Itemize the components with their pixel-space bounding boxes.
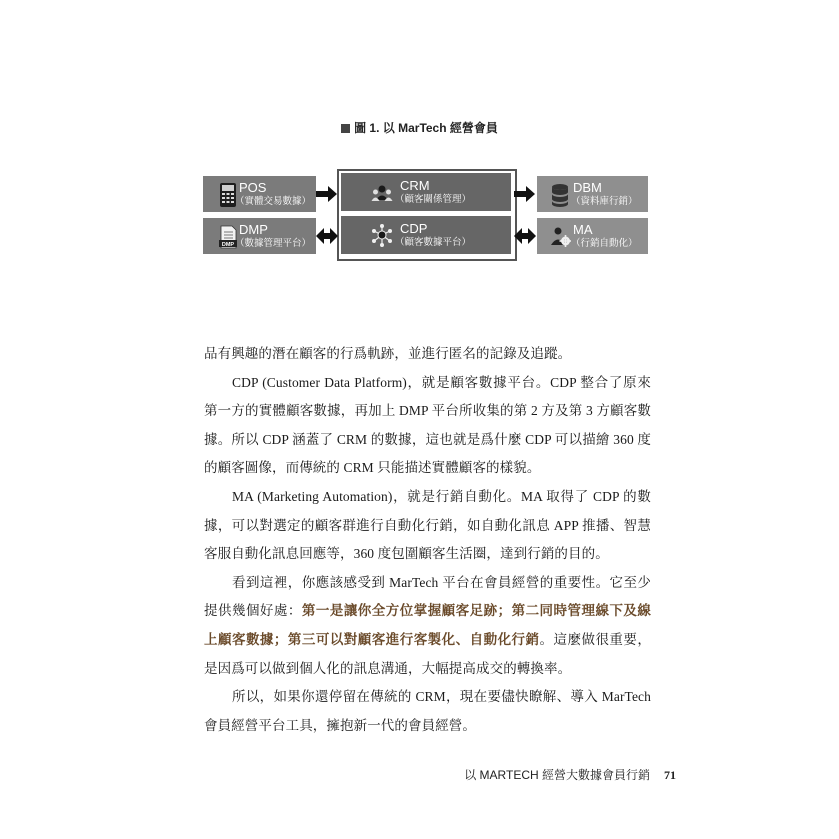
dbm-label: DBM bbox=[573, 180, 602, 195]
cdp-label: CDP bbox=[400, 221, 428, 236]
square-bullet-icon bbox=[341, 124, 350, 133]
arrow-cdp-ma bbox=[514, 227, 536, 245]
paragraph-4 bbox=[204, 569, 651, 683]
body-text bbox=[204, 340, 651, 740]
dmp-icon-text: DMP bbox=[221, 241, 235, 248]
crm-desc: （顧客關係管理） bbox=[395, 194, 472, 205]
pos-box bbox=[203, 176, 316, 212]
figure-title: 圖 1. 以 MarTech 經營會員 bbox=[0, 119, 839, 136]
cdp-box bbox=[341, 216, 511, 254]
running-title: 以 MARTECH 經營大數據會員行銷 bbox=[464, 768, 650, 782]
paragraph-4-end: 。這麼做很重要，是因爲可以做到個人化的訊息溝通，大幅提高成交的轉換率。 bbox=[204, 631, 651, 676]
ma-label: MA bbox=[573, 222, 593, 237]
page-footer bbox=[464, 766, 676, 783]
pos-label: POS bbox=[239, 180, 267, 195]
dmp-label: DMP bbox=[239, 222, 268, 237]
dbm-box bbox=[537, 176, 648, 212]
database-icon bbox=[549, 182, 571, 208]
arrow-dmp-cdp bbox=[316, 227, 338, 245]
cdp-desc: （顧客數據平台） bbox=[395, 237, 472, 248]
paragraph-4-emphasis: 第一是讓你全方位掌握顧客足跡；第二同時管理線下及線上顧客數據；第三可以對顧客進行客製化、自動化行銷 bbox=[204, 603, 652, 647]
ma-box bbox=[537, 218, 648, 254]
automation-gear-person-icon bbox=[549, 224, 571, 250]
pos-desc: （實體交易數據） bbox=[235, 196, 312, 207]
dmp-desc: （數據管理平台） bbox=[235, 238, 312, 249]
arrow-pos-to-crm bbox=[316, 185, 338, 203]
paragraph-3: MA (Marketing Automation)，就是行銷自動化。MA 取得了 CDP 的數據，可以對選定的顧客群進行自動化行銷，如自動化訊息 APP 推播、智慧客服自動化訊息回應等，360 度包圍顧客生活圈，達到行銷的目的。 bbox=[204, 488, 651, 562]
dbm-desc: （資料庫行銷） bbox=[571, 196, 638, 207]
dmp-box bbox=[203, 218, 316, 254]
people-group-icon bbox=[371, 180, 393, 206]
paragraph-4-start: 看到這裡，你應該感受到 MarTech 平台在會員經營的重要性。它至少提供幾個好處： bbox=[204, 574, 651, 619]
page-number: 71 bbox=[664, 768, 676, 782]
arrow-crm-to-dbm bbox=[514, 185, 536, 203]
network-hub-icon bbox=[371, 223, 393, 249]
ma-desc: （行銷自動化） bbox=[571, 238, 638, 249]
paragraph-5: 所以，如果你還停留在傳統的 CRM，現在要儘快瞭解、導入 MarTech 會員經營平台工具，擁抱新一代的會員經營。 bbox=[204, 689, 651, 733]
paragraph-2: CDP (Customer Data Platform)，就是顧客數據平台。CDP 整合了原來第一方的實體顧客數據，再加上 DMP 平台所收集的第 2 方及第 3 方顧客數據。所以 CDP 涵蓋了 CRM 的數據，這也就是爲什麼 CDP 可以描繪 360 度的顧客圖像，而傳統的 CRM 只能描述實體顧客的樣貌。 bbox=[204, 374, 651, 476]
paragraph-1: 品有興趣的潛在顧客的行爲軌跡，並進行匿名的記錄及追蹤。 bbox=[204, 346, 572, 361]
crm-label: CRM bbox=[400, 178, 430, 193]
crm-box bbox=[341, 173, 511, 211]
